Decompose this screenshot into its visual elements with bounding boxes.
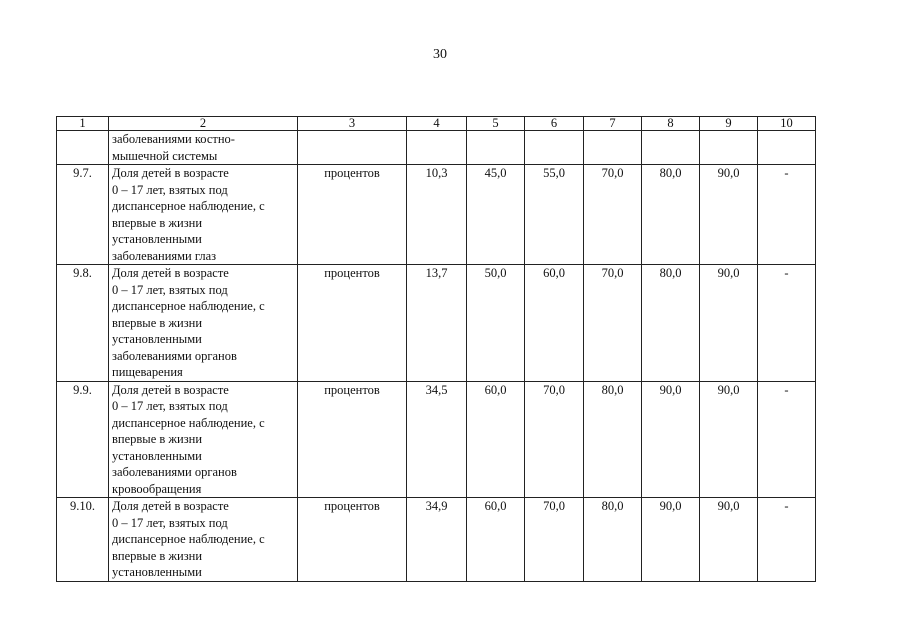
- description-line: заболеваниями глаз: [112, 248, 217, 263]
- column-header: 4: [407, 117, 467, 131]
- description-line: установленными: [112, 332, 202, 346]
- value-cell: 34,9: [407, 498, 467, 582]
- page-number: 30: [433, 47, 447, 62]
- value-cell: [584, 131, 642, 165]
- indicator-description: [109, 131, 298, 165]
- indicator-description: [109, 265, 298, 382]
- value-cell: [467, 131, 525, 165]
- description-line: впервые в жизни: [112, 548, 203, 563]
- table-row: [57, 498, 816, 582]
- column-header: 10: [758, 117, 816, 131]
- column-header: 7: [584, 117, 642, 131]
- description-line: 0 – 17 лет, взятых под: [112, 399, 228, 413]
- unit-cell: процентов: [298, 498, 407, 582]
- value-cell: [525, 131, 584, 165]
- value-cell: [700, 131, 758, 165]
- value-cell: -: [758, 498, 816, 582]
- column-header: 6: [525, 117, 584, 131]
- value-cell: -: [758, 165, 816, 265]
- value-cell: 80,0: [584, 498, 642, 582]
- description-line: Доля детей в возрасте: [112, 166, 229, 180]
- value-cell: [642, 131, 700, 165]
- description-line: пищеварения: [112, 365, 183, 379]
- description-line: заболеваниями костно-: [112, 132, 235, 146]
- value-cell: 45,0: [467, 165, 525, 265]
- value-cell: 34,5: [407, 381, 467, 498]
- indicator-description: [109, 381, 298, 498]
- unit-cell: процентов: [298, 165, 407, 265]
- value-cell: 90,0: [700, 265, 758, 382]
- description-line: установленными: [112, 565, 202, 579]
- unit-cell: процентов: [298, 381, 407, 498]
- value-cell: 50,0: [467, 265, 525, 382]
- value-cell: 80,0: [642, 265, 700, 382]
- indicator-description: [109, 498, 298, 582]
- description-line: заболеваниями органов: [112, 465, 237, 479]
- table-row: [57, 165, 816, 265]
- value-cell: 90,0: [700, 381, 758, 498]
- value-cell: 70,0: [525, 498, 584, 582]
- column-header: 3: [298, 117, 407, 131]
- row-number: 9.7.: [57, 165, 109, 265]
- value-cell: -: [758, 381, 816, 498]
- description-line: впервые в жизни: [112, 315, 203, 330]
- value-cell: 90,0: [642, 498, 700, 582]
- description-line: диспансерное наблюдение, с: [112, 199, 265, 213]
- row-number-cell: [57, 131, 109, 165]
- column-header: 9: [700, 117, 758, 131]
- value-cell: 70,0: [584, 265, 642, 382]
- description-line: Доля детей в возрасте: [112, 382, 229, 397]
- value-cell: [758, 131, 816, 165]
- value-cell: 90,0: [700, 498, 758, 582]
- table-row-continuation: [57, 131, 816, 165]
- unit-cell: процентов: [298, 265, 407, 382]
- row-number: 9.9.: [57, 381, 109, 498]
- value-cell: 60,0: [467, 381, 525, 498]
- description-line: мышечной системы: [112, 148, 218, 163]
- column-header: 5: [467, 117, 525, 131]
- value-cell: 70,0: [525, 381, 584, 498]
- description-line: Доля детей в возрасте: [112, 266, 229, 280]
- description-line: впервые в жизни: [112, 432, 203, 446]
- column-header: 1: [57, 117, 109, 131]
- value-cell: 60,0: [525, 265, 584, 382]
- indicator-description: [109, 165, 298, 265]
- unit-cell: [298, 131, 407, 165]
- description-line: диспансерное наблюдение, с: [112, 415, 265, 430]
- description-line: диспансерное наблюдение, с: [112, 299, 265, 313]
- description-line: диспансерное наблюдение, с: [112, 532, 265, 546]
- row-number: 9.10.: [57, 498, 109, 582]
- column-header: 2: [109, 117, 298, 131]
- value-cell: 90,0: [700, 165, 758, 265]
- description-line: 0 – 17 лет, взятых под: [112, 515, 228, 530]
- value-cell: 70,0: [584, 165, 642, 265]
- table-row: [57, 265, 816, 382]
- value-cell: 13,7: [407, 265, 467, 382]
- value-cell: 80,0: [642, 165, 700, 265]
- description-line: Доля детей в возрасте: [112, 499, 229, 513]
- value-cell: [407, 131, 467, 165]
- column-header: 8: [642, 117, 700, 131]
- row-number: 9.8.: [57, 265, 109, 382]
- value-cell: 10,3: [407, 165, 467, 265]
- table-row: [57, 381, 816, 498]
- indicators-table: [56, 116, 816, 582]
- description-line: установленными: [112, 448, 202, 463]
- description-line: впервые в жизни: [112, 215, 203, 230]
- description-line: 0 – 17 лет, взятых под: [112, 282, 228, 297]
- value-cell: 80,0: [584, 381, 642, 498]
- value-cell: 55,0: [525, 165, 584, 265]
- description-line: 0 – 17 лет, взятых под: [112, 182, 228, 197]
- table-header-row: [57, 117, 816, 131]
- value-cell: 90,0: [642, 381, 700, 498]
- value-cell: -: [758, 265, 816, 382]
- description-line: кровообращения: [112, 481, 202, 496]
- description-line: установленными: [112, 232, 202, 246]
- description-line: заболеваниями органов: [112, 348, 237, 363]
- value-cell: 60,0: [467, 498, 525, 582]
